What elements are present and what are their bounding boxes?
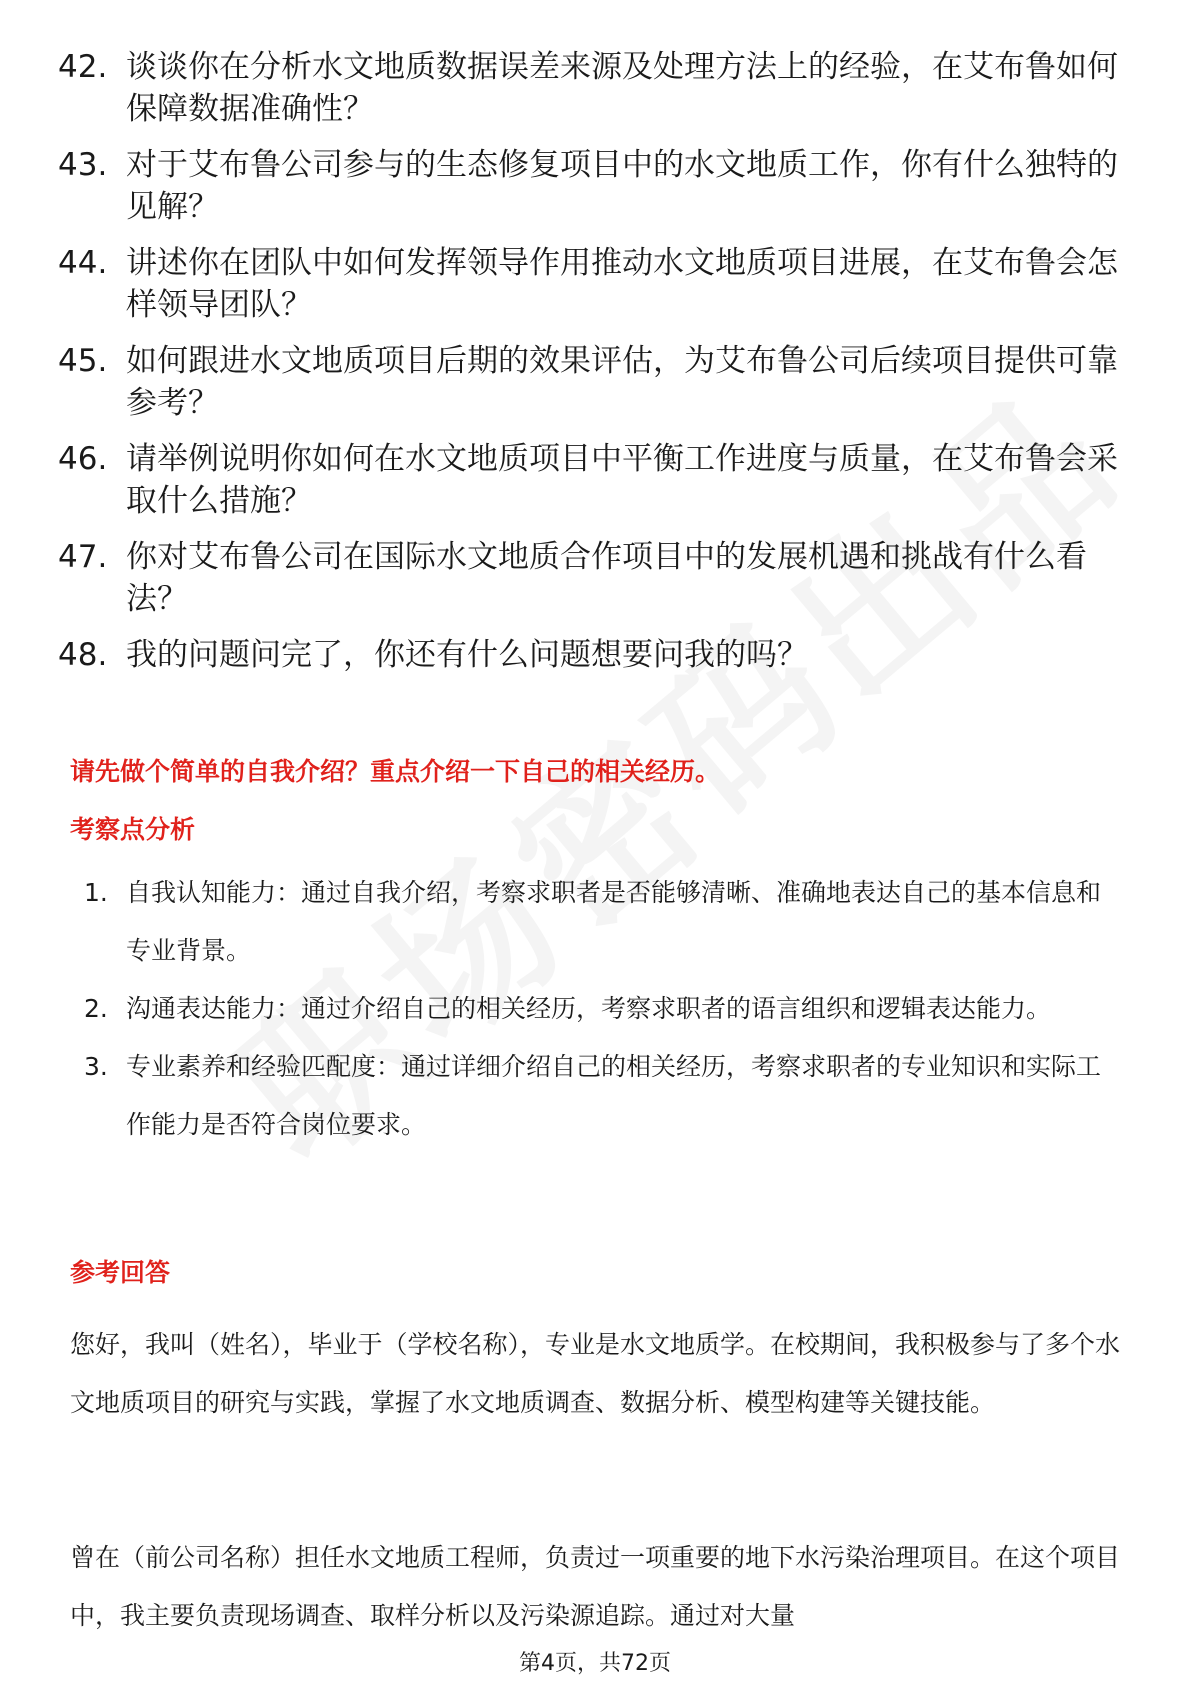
point-text: 自我认知能力：通过自我介绍，考察求职者是否能够清晰、准确地表达自己的基本信息和专业背景。 — [126, 878, 1102, 965]
point-text: 沟通表达能力：通过介绍自己的相关经历，考察求职者的语言组织和逻辑表达能力。 — [126, 994, 1052, 1023]
point-number: 3. — [84, 1052, 108, 1081]
question-number: 45. — [58, 343, 108, 379]
question-number: 44. — [58, 245, 108, 281]
question-item — [58, 438, 1138, 522]
question-item — [58, 536, 1138, 620]
analysis-point — [84, 1038, 1124, 1154]
answer-paragraph: 曾在（前公司名称）担任水文地质工程师，负责过一项重要的地下水污染治理项目。在这个项目中，我主要负责现场调查、取样分析以及污染源追踪。通过对大量 — [70, 1543, 1121, 1630]
question-text: 对于艾布鲁公司参与的生态修复项目中的水文地质工作，你有什么独特的见解？ — [126, 147, 1118, 225]
question-item — [58, 634, 1138, 676]
prompt-question: 请先做个简单的自我介绍？重点介绍一下自己的相关经历。 — [70, 757, 721, 786]
analysis-list — [84, 864, 1124, 1154]
question-text: 我的问题问完了，你还有什么问题想要问我的吗？ — [126, 637, 808, 673]
question-item — [58, 340, 1138, 424]
question-text: 你对艾布鲁公司在国际水文地质合作项目中的发展机遇和挑战有什么看法？ — [126, 539, 1087, 617]
question-number: 43. — [58, 147, 108, 183]
point-text: 专业素养和经验匹配度：通过详细介绍自己的相关经历，考察求职者的专业知识和实际工作能力是否符合岗位要求。 — [126, 1052, 1102, 1139]
question-text: 讲述你在团队中如何发挥领导作用推动水文地质项目进展，在艾布鲁会怎样领导团队？ — [126, 245, 1118, 323]
point-number: 2. — [84, 994, 108, 1023]
question-number: 46. — [58, 441, 108, 477]
question-number: 42. — [58, 49, 108, 85]
question-text: 谈谈你在分析水文地质数据误差来源及处理方法上的经验，在艾布鲁如何保障数据准确性？ — [126, 49, 1118, 127]
question-item — [58, 144, 1138, 228]
page-footer: 第4页，共72页 — [519, 1651, 671, 1676]
question-number: 48. — [58, 637, 108, 673]
question-list — [58, 46, 1138, 690]
question-item — [58, 242, 1138, 326]
point-number: 1. — [84, 878, 108, 907]
question-text: 如何跟进水文地质项目后期的效果评估，为艾布鲁公司后续项目提供可靠参考？ — [126, 343, 1118, 421]
analysis-point — [84, 980, 1124, 1038]
question-item — [58, 46, 1138, 130]
answer-paragraph: 您好，我叫（姓名），毕业于（学校名称），专业是水文地质学。在校期间，我积极参与了多个水文地质项目的研究与实践，掌握了水文地质调查、数据分析、模型构建等关键技能。 — [70, 1330, 1121, 1417]
analysis-point — [84, 864, 1124, 980]
question-number: 47. — [58, 539, 108, 575]
answer-title: 参考回答 — [70, 1258, 171, 1287]
analysis-title: 考察点分析 — [70, 815, 196, 844]
question-text: 请举例说明你如何在水文地质项目中平衡工作进度与质量，在艾布鲁会采取什么措施？ — [126, 441, 1118, 519]
